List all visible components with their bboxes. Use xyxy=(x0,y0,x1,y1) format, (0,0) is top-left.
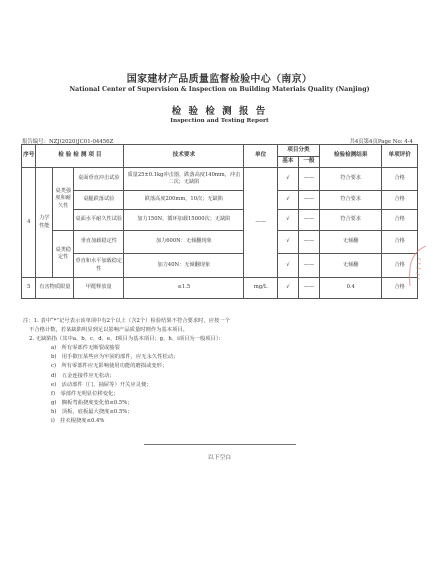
row-item: 甲醛释放量 xyxy=(74,278,124,299)
row-evaluation: 合格 xyxy=(382,231,418,254)
row-result: 无倾翻 xyxy=(320,254,382,278)
row-requirement: 加力40N：无倾翻现象 xyxy=(124,254,244,278)
row-unit: mg/L xyxy=(244,278,277,299)
report-title-cn: 检 验 检 测 报 告 xyxy=(171,106,268,117)
row-evaluation: 合格 xyxy=(382,278,418,299)
table-row xyxy=(22,210,418,231)
report-title-en: Inspection and Testing Report xyxy=(170,118,269,124)
row-general: —— xyxy=(298,168,319,191)
row-result: 符合要求 xyxy=(320,168,382,191)
row-result: 符合要求 xyxy=(320,191,382,210)
table-row xyxy=(22,278,418,299)
header-result: 检验检测结果 xyxy=(320,145,382,168)
note-line: c) 所有零部件应无影响使用功能的磨损或变形； xyxy=(51,363,168,370)
row-evaluation: 合格 xyxy=(382,254,418,278)
table-row xyxy=(22,168,418,191)
subgroup-strength: 桌类强度和耐久性 xyxy=(53,168,74,231)
center-title-cn: 国家建材产品质量监督检验中心（南京） xyxy=(126,74,313,85)
header-general: 一般 xyxy=(298,157,319,168)
row-general: —— xyxy=(298,278,319,299)
row-item: 垂直和水平加载稳定性 xyxy=(74,254,124,278)
row-general: —— xyxy=(298,254,319,278)
header-seq: 序号 xyxy=(22,145,36,168)
table-row xyxy=(22,254,418,278)
row-requirement: 加力150N，循环加载15000次；无缺陷 xyxy=(124,210,244,231)
row-general: —— xyxy=(298,210,319,231)
header-unit: 单位 xyxy=(244,145,277,168)
row5-seq: 5 xyxy=(22,278,36,299)
note-line: i) 挂衣棍挠度≤0.4% xyxy=(51,418,105,425)
report-number: 报告编号：NZJ(2020)JC01-04456Z xyxy=(22,139,114,145)
row-evaluation: 合格 xyxy=(382,210,418,231)
row5-name: 有害物质限量 xyxy=(36,278,74,299)
note-line: 2. 无缺陷指（其中a、b、c、d、e、f项目为基本项目；g、h、i项目为一般项目）： xyxy=(29,336,224,343)
row-result: 无倾翻 xyxy=(320,231,382,254)
row-basic: √ xyxy=(277,210,298,231)
header-evaluation: 单项评价 xyxy=(382,145,418,168)
note-line: 注：1. 表中“*”记号表示该单项中有2个以上（含2个）检验结果不符合要求时，应按一个 xyxy=(23,318,230,324)
table-row xyxy=(22,191,418,210)
inspection-table xyxy=(21,144,418,299)
header-items: 检 验 检 测 项 目 xyxy=(36,145,124,168)
row-evaluation: 合格 xyxy=(382,168,418,191)
table-row xyxy=(22,231,418,254)
row-item: 桌面垂直冲击试验 xyxy=(74,168,124,191)
end-divider xyxy=(144,444,296,445)
row-basic: √ xyxy=(277,191,298,210)
row-item: 桌腿跌落试验 xyxy=(74,191,124,210)
row-basic: √ xyxy=(277,278,298,299)
note-line: 不合格计数，若某缺陷明显到足以影响产品质量时则作为基本项目。 xyxy=(29,327,188,334)
row-basic: √ xyxy=(277,231,298,254)
blank-below-text: 以下空白 xyxy=(207,455,232,461)
group-name: 力学性能 xyxy=(36,168,53,278)
row-item: 桌面水平耐久性试验 xyxy=(74,210,124,231)
note-line: b) 用手揿压某些应为牢固的部件，应无永久性松动； xyxy=(51,354,179,361)
note-line: e) 活动部件（门、抽屉等）开关应灵便； xyxy=(51,381,152,388)
row-requirement: 加力600N：无倾翻现象 xyxy=(124,231,244,254)
seal-stamp-icon xyxy=(404,244,428,288)
row-basic: √ xyxy=(277,254,298,278)
note-line: a) 所有零部件无断裂或豁裂 xyxy=(51,345,120,352)
page-number: 共4页第4页Page No: 4-4 xyxy=(349,139,413,145)
row-result: 符合要求 xyxy=(320,210,382,231)
unit-dash: —— xyxy=(244,168,277,278)
row-result: 0.4 xyxy=(320,278,382,299)
note-line: f) 零部件无明显位移变化； xyxy=(51,390,119,397)
center-title-en: National Center of Supervision & Inspection on Building Materials Quality (Nanjing) xyxy=(69,86,370,93)
row-evaluation: 合格 xyxy=(382,191,418,210)
note-line: g) 搁板弯曲挠度变化值≤0.5%； xyxy=(51,399,133,406)
group-seq: 4 xyxy=(22,168,36,278)
header-requirement: 技术要求 xyxy=(124,145,244,168)
note-line: h) 顶板、底板最大挠度≤0.5%； xyxy=(51,408,133,415)
row-item: 垂直加载稳定性 xyxy=(74,231,124,254)
row-general: —— xyxy=(298,191,319,210)
row-basic: √ xyxy=(277,168,298,191)
header-classification: 项目分类 xyxy=(277,145,319,157)
row-requirement: ≤1.5 xyxy=(124,278,244,299)
header-basic: 基本 xyxy=(277,157,298,168)
row-requirement: 跌落高度200mm，10次；无缺陷 xyxy=(124,191,244,210)
notes xyxy=(23,317,418,426)
subgroup-stability: 桌类稳定性 xyxy=(53,231,74,278)
row-general: —— xyxy=(298,231,319,254)
note-line: d) 五金连接件应无松动； xyxy=(51,372,115,379)
row-requirement: 质量25±0.1kg冲击器，跌落高度140mm，冲击二次；无缺陷 xyxy=(124,168,244,191)
